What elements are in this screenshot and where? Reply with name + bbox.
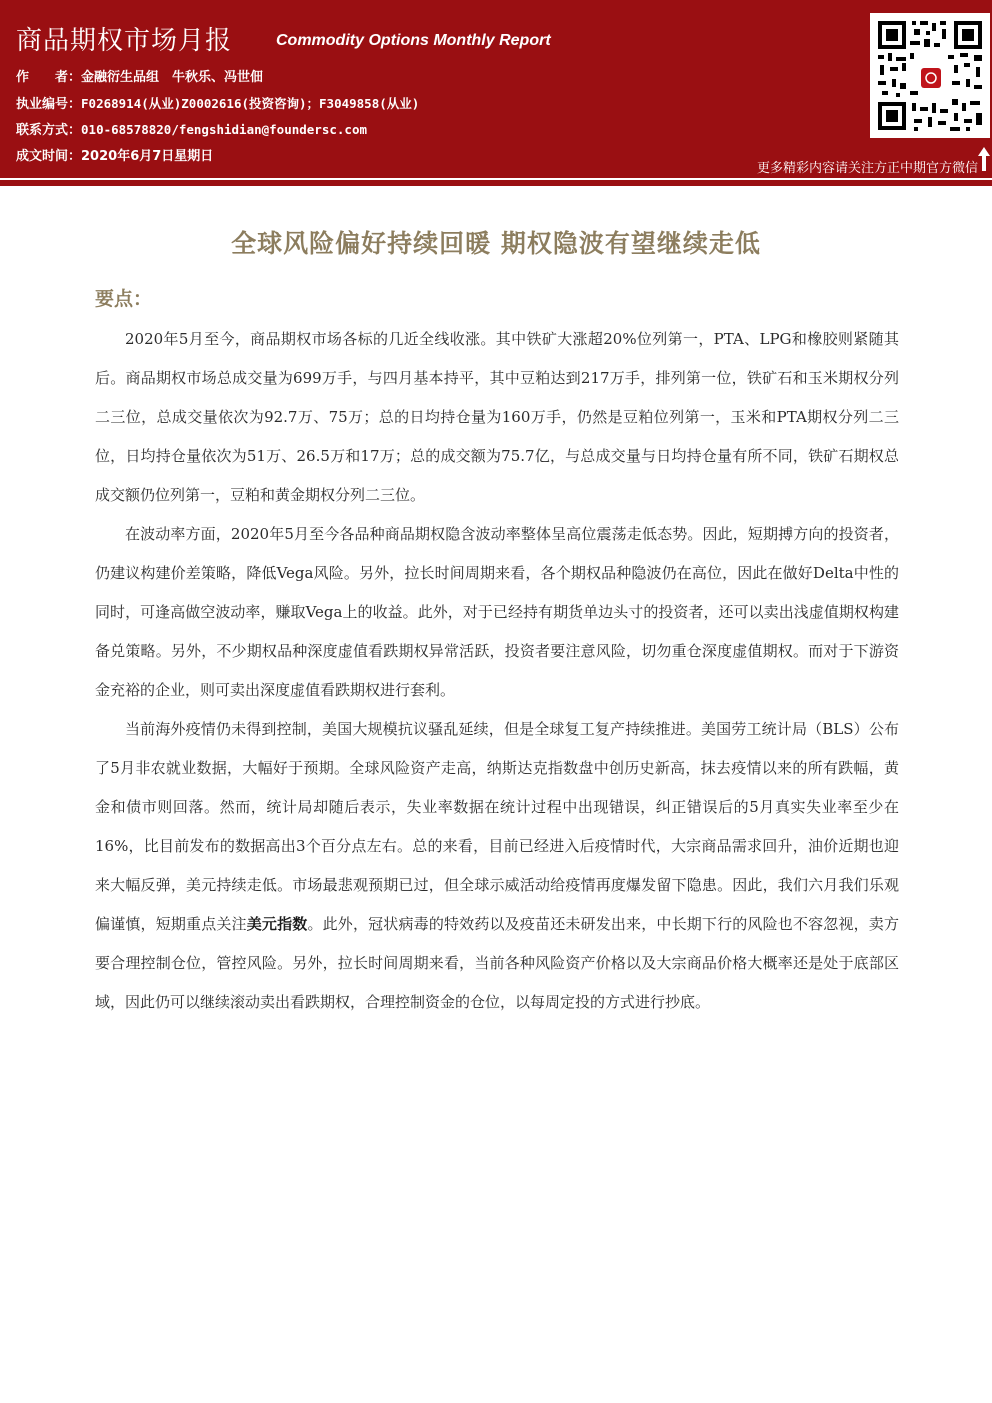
document-body <box>95 320 899 1022</box>
paragraph-macro-outlook <box>95 710 899 1022</box>
date-label: 成文时间： <box>16 149 82 164</box>
paragraph-macro-part2: 。此外，冠状病毒的特效药以及疫苗还未研发出来，中长期下行的风险也不容忽视，卖方要合理控制仓位，管控风险。另外，拉长时间周期来看，当前各种风险资产价格以及大宗商品价格大概率还是处于底部区域，因此仍可以继续滚动卖出看跌期权，合理控制资金的仓位，以每周定投的方式进行抄底。 <box>95 915 899 1011</box>
document-title: 全球风险偏好持续回暖 期权隐波有望继续走低 <box>231 229 761 258</box>
license-label: 执业编号： <box>16 97 82 112</box>
report-title: 商品期权市场月报 <box>16 26 233 56</box>
paragraph-macro-part1: 当前海外疫情仍未得到控制，美国大规模抗议骚乱延续，但是全球复工复产持续推进。美国劳工统计局（BLS）公布了5月非农就业数据，大幅好于预期。全球风险资产走高，纳斯达克指数盘中创历史新高，抹去疫情以来的所有跌幅，黄金和债市则回落。然而，统计局却随后表示，失业率数据在统计过程中出现错误，纠正错误后的5月真实失业率至少在16%，比目前发布的数据高出3个百分点左右。总的来看，目前已经进入后疫情时代，大宗商品需求回升，油价近期也迎来大幅反弹，美元持续走低。市场最悲观预期已过，但全球示威活动给疫情再度爆发留下隐患。因此，我们六月我们乐观偏谨慎，短期重点关注 <box>95 720 899 933</box>
author-label: 作 者： <box>16 70 82 85</box>
license-row <box>16 93 419 112</box>
date-row <box>16 145 213 164</box>
section-heading-key-points: 要点： <box>95 288 153 310</box>
arrow-up-icon <box>977 146 991 172</box>
contact-label: 联系方式： <box>16 123 82 138</box>
contact-value: 010-68578820/fengshidian@foundersc.com <box>81 122 367 137</box>
follow-wechat-text: 更多精彩内容请关注方正中期官方微信 <box>756 161 978 176</box>
qr-code-icon[interactable] <box>870 13 990 138</box>
paragraph-market-overview: 2020年5月至今，商品期权市场各标的几近全线收涨。其中铁矿大涨超20%位列第一，PTA、LPG和橡胶则紧随其后。商品期权市场总成交量为699万手，与四月基本持平，其中豆粕达到217万手，排列第一位，铁矿石和玉米期权分列二三位，总成交量依次为92.7万、75万；总的日均持仓量为160万手，仍然是豆粕位列第一，玉米和PTA期权分列二三位，日均持仓量依次为51万、26.5万和17万；总的成交额为75.7亿，与总成交量与日均持仓量有所不同，铁矿石期权总成交额仍位列第一，豆粕和黄金期权分列二三位。 <box>95 330 899 504</box>
report-subtitle-en: Commodity Options Monthly Report <box>276 32 551 49</box>
date-value: 2020年6月7日星期日 <box>81 149 214 164</box>
paragraph-volatility: 在波动率方面，2020年5月至今各品种商品期权隐含波动率整体呈高位震荡走低态势。因此，短期搏方向的投资者，仍建议构建价差策略，降低Vega风险。另外，拉长时间周期来看，各个期权品种隐波仍在高位，因此在做好Delta中性的同时，可逢高做空波动率，赚取Vega上的收益。此外，对于已经持有期货单边头寸的投资者，还可以卖出浅虚值期权构建备兑策略。另外，不少期权品种深度虚值看跌期权异常活跃，投资者要注意风险，切勿重仓深度虚值期权。而对于下游资金充裕的企业，则可卖出深度虚值看跌期权进行套利。 <box>95 525 899 699</box>
report-header-banner <box>0 0 992 178</box>
author-row <box>16 66 263 85</box>
author-value: 金融衍生品组 牛秋乐、冯世佃 <box>81 70 264 85</box>
contact-row <box>16 119 367 138</box>
license-value: F0268914(从业)Z0002616(投资咨询)；F3049858(从业) <box>81 96 420 111</box>
header-bottom-rule <box>0 180 992 186</box>
highlight-usd-index: 美元指数 <box>246 915 308 933</box>
